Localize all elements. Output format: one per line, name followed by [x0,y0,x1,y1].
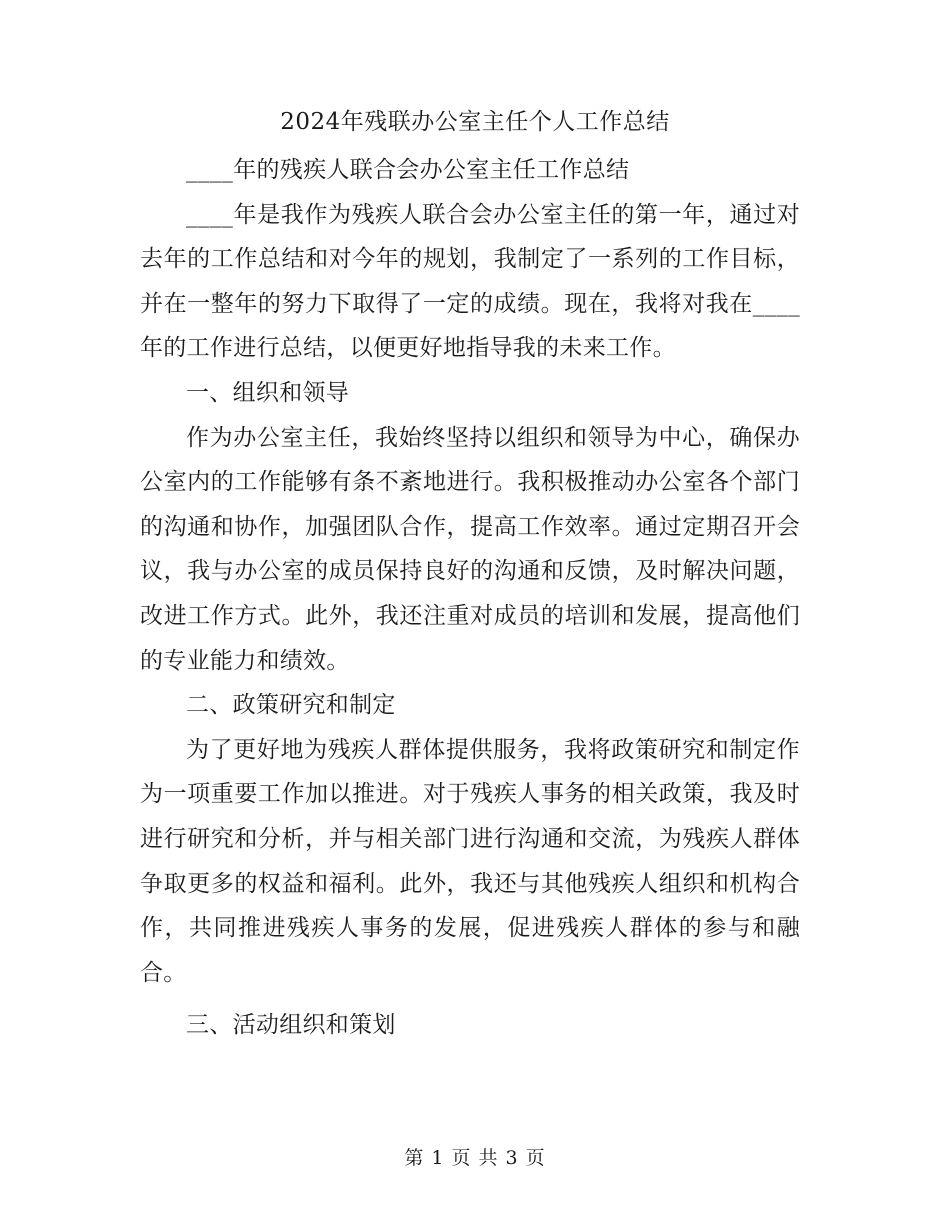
section-heading-1: 一、组织和领导 [186,379,350,406]
subtitle-line: ____年的残疾人联合会办公室主任工作总结 [186,157,630,183]
page-footer: 第 1 页 共 3 页 [404,1147,546,1169]
section-1-paragraph: 作为办公室主任，我始终坚持以组织和领导为中心，确保办公室内的工作能够有条不紊地进行。我积极推动办公室各个部门的沟通和协作，加强团队合作，提高工作效率。通过定期召开会议，我与办公室的成员保持良好的沟通和反馈，及时解决问题，改进工作方式。此外，我还注重对成员的培训和发展，提高他们的专业能力和绩效。 [140,424,800,674]
document-title: 2024年残联办公室主任个人工作总结 [280,109,670,135]
section-heading-3: 三、活动组织和策划 [186,1012,396,1039]
intro-paragraph: ____年是我作为残疾人联合会办公室主任的第一年，通过对去年的工作总结和对今年的规划，我制定了一系列的工作目标，并在一整年的努力下取得了一定的成绩。现在，我将对我在____年的工作进行总结，以便更好地指导我的未来工作。 [140,201,800,362]
section-2-paragraph: 为了更好地为残疾人群体提供服务，我将政策研究和制定作为一项重要工作加以推进。对于残疾人事务的相关政策，我及时进行研究和分析，并与相关部门进行沟通和交流，为残疾人群体争取更多的权益和福利。此外，我还与其他残疾人组织和机构合作，共同推进残疾人事务的发展，促进残疾人群体的参与和融合。 [140,736,800,986]
document-body [140,148,800,1048]
section-heading-2: 二、政策研究和制定 [186,692,396,719]
